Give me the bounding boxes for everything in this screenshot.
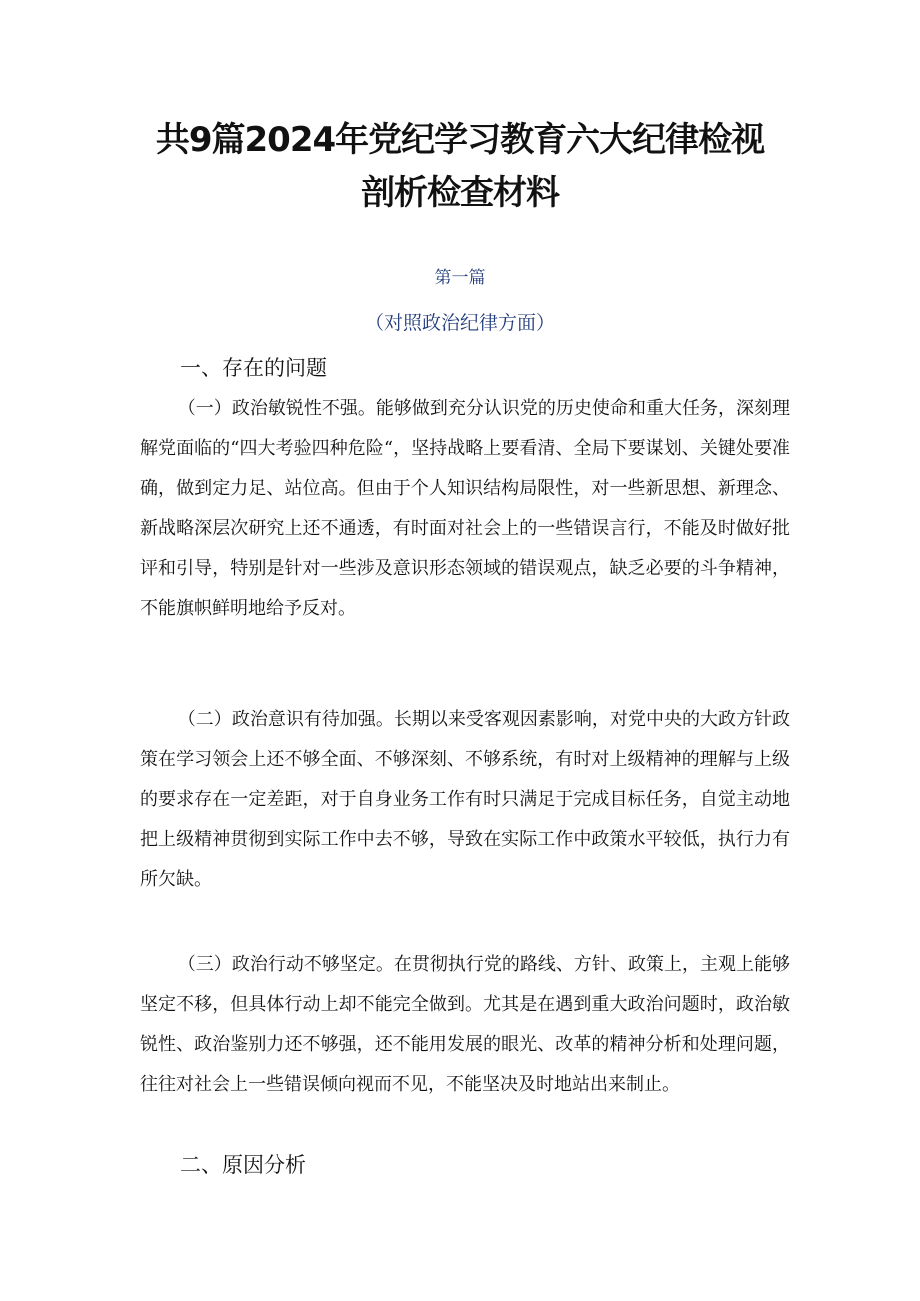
document-title-line-2: 剖析检查材料 xyxy=(361,173,559,213)
paragraph-political-awareness: （二）政治意识有待加强。长期以来受客观因素影响，对党中央的大政方针政策在学习领会上还不够全面、不够深刻、不够系统，有时对上级精神的理解与上级的要求存在一定差距，对于自身业务工作有时只满足于完成目标任务，自觉主动地把上级精神贯彻到实际工作中去不够，导致在实际工作中政策水平较低，执行力有所欠缺。 xyxy=(140,709,790,890)
section-subtitle: （对照政治纪律方面） xyxy=(364,312,555,334)
paragraph-political-action: （三）政治行动不够坚定。在贯彻执行党的路线、方针、政策上，主观上能够坚定不移，但具体行动上却不能完全做到。尤其是在遇到重大政治问题时，政治敏锐性、政治鉴别力还不够强，还不能用发展的眼光、改革的精神分析和处理问题，往往对社会上一些错误倾向视而不见，不能坚决及时地站出来制止。 xyxy=(140,954,790,1095)
heading-cause-analysis: 二、原因分析 xyxy=(180,1153,306,1177)
paragraph-political-sensitivity: （一）政治敏锐性不强。能够做到充分认识党的历史使命和重大任务，深刻理解党面临的“四大考验四种危险“，坚持战略上要看清、全局下要谋划、关键处要准确，做到定力足、站位高。但由于个人知识结构局限性，对一些新思想、新理念、新战略深层次研究上还不通透，有时面对社会上的一些错误言行，不能及时做好批评和引导，特别是针对一些涉及意识形态领域的错误观点，缺乏必要的斗争精神，不能旗帜鲜明地给予反对。 xyxy=(140,398,790,619)
heading-problems: 一、存在的问题 xyxy=(180,356,327,380)
document-title-line-1: 共9篇2024年党纪学习教育六大纪律检视 xyxy=(155,120,765,160)
section-number: 第一篇 xyxy=(434,268,486,288)
